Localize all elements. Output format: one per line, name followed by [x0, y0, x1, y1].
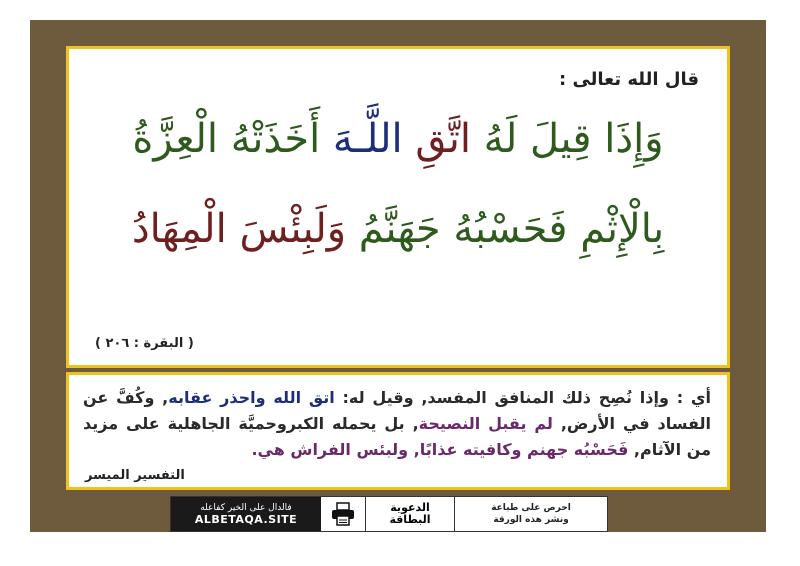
printer-icon [321, 497, 365, 531]
site-url[interactable]: ALBETAQA.SITE [194, 512, 298, 526]
footer-bar [170, 496, 608, 532]
print-note [455, 497, 607, 531]
verse-panel [66, 46, 730, 368]
site-block[interactable] [171, 497, 321, 531]
tafsir-segment: , وكُفَّ عن الفساد في الأرض, [83, 388, 712, 433]
verse-line-1 [89, 116, 707, 162]
verse-word: أَخَذَتْهُ الْعِزَّةُ [132, 116, 321, 162]
logo-line-2: البطاقة [389, 513, 431, 526]
verse-word: وَإِذَا قِيلَ لَهُ [483, 116, 664, 162]
verse-reference: ( البقرة : ٢٠٦ ) [95, 336, 194, 351]
logo-line-1: الدعوية [390, 501, 430, 514]
tafsir-text [83, 385, 711, 463]
verse-line-2 [89, 206, 707, 252]
albetaqa-logo [365, 497, 455, 531]
print-note-line-1: احرص على طباعة [491, 503, 571, 513]
site-tagline: فالدال على الخير كفاعله [200, 502, 292, 513]
verse-word: اتَّقِ [415, 116, 471, 162]
verse-intro: قال الله تعالى : [558, 69, 699, 90]
verse-word: بِالْإِثْمِ [580, 206, 665, 252]
tafsir-segment: , بل يحمله الكبروحميَّة الجاهلية على مزيد من الآثام, [83, 414, 711, 459]
card-frame [30, 20, 766, 532]
tafsir-highlight: لم يقبل النصيحة [418, 414, 553, 433]
tafsir-source: التفسير الميسر [85, 468, 185, 483]
tafsir-segment: أي : وإذا نُصِح ذلك المنافق المفسد, وقيل له: [334, 388, 711, 407]
verse-word-allah: اللَّـهَ [332, 116, 403, 162]
print-note-line-2: ونشر هذه الورقة [493, 515, 569, 525]
tafsir-highlight: فَحَسْبُه جهنم وكافيته عذابًا, ولبئس الفراش هي. [251, 440, 629, 459]
verse-word: وَلَبِئْسَ الْمِهَادُ [131, 206, 347, 252]
tafsir-highlight: اتق الله واحذر عقابه [168, 388, 335, 407]
verse-word: فَحَسْبُهُ جَهَنَّمُ [358, 206, 568, 252]
tafsir-panel [66, 372, 730, 490]
